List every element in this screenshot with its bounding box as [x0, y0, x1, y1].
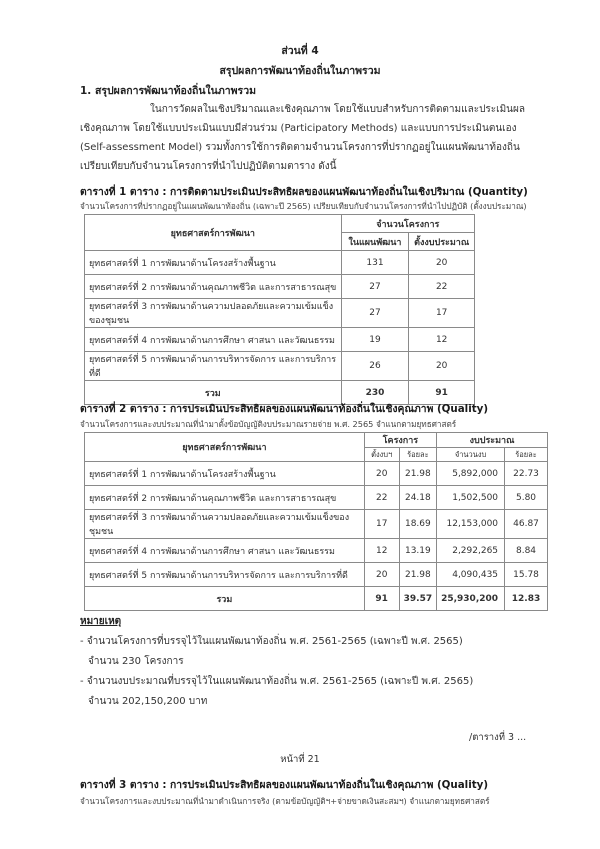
- table3-caption: ตารางที่ 3 ตาราง : การประเมินประสิทธิผลของแผนพัฒนาท้องถิ่นในเชิงคุณภาพ (Quality): [80, 779, 489, 791]
- table-row: [85, 462, 548, 486]
- in-plan-cell: 26: [341, 352, 409, 381]
- pct-cell: 13.19: [399, 539, 436, 563]
- paragraph-line: ในการวัดผลในเชิงปริมาณและเชิงคุณภาพ โดยใช้แบบสำหรับการติดตามและประเมินผล: [150, 104, 526, 115]
- total-amount-pct: 12.83: [505, 587, 548, 611]
- strategy-cell: ยุทธศาสตร์ที่ 1 การพัฒนาด้านโครงสร้างพื้นฐาน: [85, 462, 365, 486]
- amount-cell: 5,892,000: [437, 462, 505, 486]
- count-cell: 17: [364, 510, 399, 539]
- count-cell: 20: [364, 563, 399, 587]
- intro-paragraph: [80, 100, 530, 176]
- strategy-cell: ยุทธศาสตร์ที่ 2 การพัฒนาด้านคุณภาพชีวิต และการสาธารณสุข: [85, 486, 365, 510]
- amount-pct-cell: 46.87: [505, 510, 548, 539]
- strategy-cell: ยุทธศาสตร์ที่ 4 การพัฒนาด้านการศึกษา ศาสนา และวัฒนธรรม: [85, 328, 342, 352]
- total-in-plan: 230: [341, 381, 409, 405]
- strategy-cell: ยุทธศาสตร์ที่ 5 การพัฒนาด้านการบริหารจัดการ และการบริการที่ดี: [85, 352, 342, 381]
- in-plan-cell: 131: [341, 251, 409, 275]
- in-plan-cell: 19: [341, 328, 409, 352]
- table-row: [85, 563, 548, 587]
- table-row: [85, 539, 548, 563]
- table3-subtitle: จำนวนโครงการและงบประมาณที่นำมาดำเนินการจริง (ตามข้อบัญญัติฯ+จ่ายขาดเงินสะสมฯ) จำแนกตามยุทธศาสตร์: [80, 796, 490, 806]
- count-cell: 20: [364, 462, 399, 486]
- table-row: [85, 328, 475, 352]
- budgeted-cell: 12: [409, 328, 475, 352]
- strategy-cell: ยุทธศาสตร์ที่ 4 การพัฒนาด้านการศึกษา ศาสนา และวัฒนธรรม: [85, 539, 365, 563]
- table1-header-group: จำนวนโครงการ: [341, 215, 474, 233]
- table1-header-budgeted: ตั้งงบประมาณ: [409, 233, 475, 251]
- table1-header-strategy: ยุทธศาสตร์การพัฒนา: [85, 215, 342, 251]
- budgeted-cell: 22: [409, 275, 475, 299]
- strategy-cell: ยุทธศาสตร์ที่ 5 การพัฒนาด้านการบริหารจัดการ และการบริการที่ดี: [85, 563, 365, 587]
- budgeted-cell: 20: [409, 251, 475, 275]
- strategy-cell: ยุทธศาสตร์ที่ 1 การพัฒนาด้านโครงสร้างพื้นฐาน: [85, 251, 342, 275]
- table1-header-in-plan: ในแผนพัฒนา: [341, 233, 409, 251]
- table-row: [85, 275, 475, 299]
- table1-subtitle: จำนวนโครงการที่ปรากฏอยู่ในแผนพัฒนาท้องถิ่น (เฉพาะปี 2565) เปรียบเทียบกับจำนวนโครงการที่นำไปปฏิบัติ (ตั้งงบประมาณ): [80, 201, 527, 211]
- table-total-row: [85, 587, 548, 611]
- page-title: สรุปผลการพัฒนาท้องถิ่นในภาพรวม: [219, 65, 381, 77]
- pct-cell: 21.98: [399, 462, 436, 486]
- table2-sub-pct: ร้อยละ: [399, 448, 436, 462]
- strategy-cell: ยุทธศาสตร์ที่ 2 การพัฒนาด้านคุณภาพชีวิต และการสาธารณสุข: [85, 275, 342, 299]
- table2-header-strategy: ยุทธศาสตร์การพัฒนา: [85, 433, 365, 462]
- total-amount: 25,930,200: [437, 587, 505, 611]
- in-plan-cell: 27: [341, 299, 409, 328]
- total-pct: 39.57: [399, 587, 436, 611]
- table1: [84, 214, 475, 405]
- amount-pct-cell: 22.73: [505, 462, 548, 486]
- table2-sub-amount: จำนวนงบ: [437, 448, 505, 462]
- amount-pct-cell: 15.78: [505, 563, 548, 587]
- table2-caption: ตารางที่ 2 ตาราง : การประเมินประสิทธิผลของแผนพัฒนาท้องถิ่นในเชิงคุณภาพ (Quality): [80, 403, 489, 415]
- table-row: [85, 251, 475, 275]
- table1-caption: ตารางที่ 1 ตาราง : การติดตามประเมินประสิทธิผลของแผนพัฒนาท้องถิ่นในเชิงปริมาณ (Quantity): [80, 186, 528, 198]
- table2-header-projects: โครงการ: [364, 433, 436, 448]
- page-number: หน้าที่ 21: [280, 754, 320, 765]
- amount-cell: 1,502,500: [437, 486, 505, 510]
- strategy-cell: ยุทธศาสตร์ที่ 3 การพัฒนาด้านความปลอดภัยและความเข้มแข็งของชุมชน: [85, 510, 365, 539]
- table-row: [85, 299, 475, 328]
- count-cell: 22: [364, 486, 399, 510]
- notes-heading: หมายเหตุ: [80, 616, 122, 627]
- table2-sub-amount-pct: ร้อยละ: [505, 448, 548, 462]
- paragraph-line: เชิงคุณภาพ โดยใช้แบบประเมินแบบมีส่วนร่วม (Participatory Methods) และแบบการประเมินตนเอง: [80, 123, 517, 134]
- pct-cell: 21.98: [399, 563, 436, 587]
- table-row: [85, 486, 548, 510]
- pct-cell: 18.69: [399, 510, 436, 539]
- section-heading: 1. สรุปผลการพัฒนาท้องถิ่นในภาพรวม: [80, 85, 257, 97]
- total-count: 91: [364, 587, 399, 611]
- note-line: - จำนวนโครงการที่บรรจุไว้ในแผนพัฒนาท้องถิ่น พ.ศ. 2561-2565 (เฉพาะปี พ.ศ. 2565): [80, 636, 463, 647]
- count-cell: 12: [364, 539, 399, 563]
- note-line: - จำนวนงบประมาณที่บรรจุไว้ในแผนพัฒนาท้องถิ่น พ.ศ. 2561-2565 (เฉพาะปี พ.ศ. 2565): [80, 676, 474, 687]
- amount-cell: 4,090,435: [437, 563, 505, 587]
- amount-pct-cell: 5.80: [505, 486, 548, 510]
- table-row: [85, 352, 475, 381]
- table-row: [85, 510, 548, 539]
- total-budgeted: 91: [409, 381, 475, 405]
- note-line: จำนวน 202,150,200 บาท: [88, 696, 208, 707]
- part-title: ส่วนที่ 4: [281, 45, 319, 57]
- table2-header-budget: งบประมาณ: [437, 433, 548, 448]
- table2-sub-count: ตั้งงบฯ: [364, 448, 399, 462]
- paragraph-line: (Self-assessment Model) รวมทั้งการใช้การติดตามจำนวนโครงการที่ปรากฏอยู่ในแผนพัฒนาท้องถิ่น: [80, 142, 520, 153]
- strategy-cell: ยุทธศาสตร์ที่ 3 การพัฒนาด้านความปลอดภัยและความเข้มแข็งของชุมชน: [85, 299, 342, 328]
- amount-cell: 2,292,265: [437, 539, 505, 563]
- budgeted-cell: 20: [409, 352, 475, 381]
- in-plan-cell: 27: [341, 275, 409, 299]
- total-label: รวม: [85, 587, 365, 611]
- paragraph-line: เปรียบเทียบกับจำนวนโครงการที่นำไปปฏิบัติตามตาราง ดังนี้: [80, 161, 337, 172]
- amount-pct-cell: 8.84: [505, 539, 548, 563]
- pct-cell: 24.18: [399, 486, 436, 510]
- budgeted-cell: 17: [409, 299, 475, 328]
- table2-subtitle: จำนวนโครงการและงบประมาณที่นำมาตั้งข้อบัญญัติงบประมาณรายจ่าย พ.ศ. 2565 จำแนกตามยุทธศาสตร์: [80, 419, 457, 429]
- table2: [84, 432, 548, 611]
- total-label: รวม: [85, 381, 342, 405]
- continued-marker: /ตารางที่ 3 ...: [469, 732, 527, 743]
- note-line: จำนวน 230 โครงการ: [88, 656, 184, 667]
- amount-cell: 12,153,000: [437, 510, 505, 539]
